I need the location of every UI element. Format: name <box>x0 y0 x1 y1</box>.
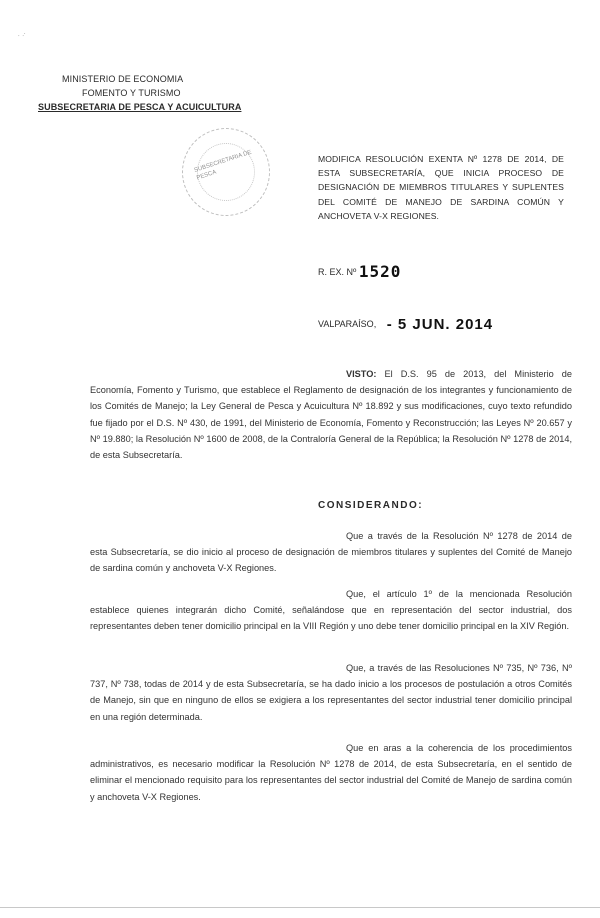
date-stamp: - 5 JUN. 2014 <box>386 316 494 333</box>
resolution-date <box>318 316 493 333</box>
ministry-header <box>38 72 242 114</box>
considerando-paragraph-2: Que, el artículo 1º de la mencionada Resolución establece quienes integrarán dicho Comité, señalándose que en representación del sector industrial, dos representantes deben tener domicilio principal en la VIII Región y uno debe tener domicilio principal en la XIV Región. <box>90 589 572 632</box>
scan-artifact: · .· <box>16 30 28 40</box>
considerando-paragraph-1: Que a través de la Resolución Nº 1278 de 2014 de esta Subsecretaría, se dio inicio al proceso de designación de miembros titulares y suplentes del Comité de Manejo de sardina común y anchoveta V-X Regiones. <box>90 531 572 574</box>
resolution-number-label: R. EX. Nº <box>318 267 357 277</box>
considerando-heading: CONSIDERANDO: <box>318 500 424 511</box>
seal-stamp-text: SUBSECRETARIA DE PESCA <box>193 149 253 182</box>
page-bottom-edge <box>0 907 600 908</box>
resolution-number-value: 1520 <box>358 262 402 281</box>
date-place: VALPARAÍSO, <box>318 319 377 329</box>
subsecretaria-line: SUBSECRETARIA DE PESCA Y ACUICULTURA <box>38 102 242 112</box>
visto-paragraph <box>90 366 572 463</box>
visto-lead: VISTO: <box>346 369 377 379</box>
ministry-line-1: MINISTERIO DE ECONOMIA <box>62 74 184 84</box>
visto-text: El D.S. 95 de 2013, del Ministerio de Economía, Fomento y Turismo, que establece el Reglamento de designación de los integrantes y funcionamiento de los Comités de Manejo; la Ley General de Pesca y Acuicultura Nº 18.892 y sus modificaciones, cuyo texto refundido fue fijado por el D.S. Nº 430, de 1991, del Ministerio de Economía, Fomento y Reconstrucción; las Leyes Nº 20.657 y Nº 19.880; la Resolución Nº 1600 de 2008, de la Contraloría General de la República; la Resolución Nº 1278 de 2014, de esta Subsecretaría. <box>90 369 572 461</box>
considerando-paragraph-4: Que en aras a la coherencia de los procedimientos administrativos, es necesario modificar la Resolución Nº 1278 de 2014, de esta Subsecretaría, en el sentido de eliminar el mencionado requisito para los representantes del sector industrial del Comité de Manejo de sardina común y anchoveta V-X Regiones. <box>90 743 572 802</box>
ministry-line-2: FOMENTO Y TURISMO <box>82 88 181 98</box>
considerando-paragraph-3: Que, a través de las Resoluciones Nº 735, Nº 736, Nº 737, Nº 738, todas de 2014 y de esta Subsecretaría, se ha dado inicio a los procesos de postulación a otros Comités de Manejo, sin que en ninguno de ellos se exigiera a los representantes del sector industrial tener domicilio principal en una región determinada. <box>90 663 572 722</box>
resolution-number <box>318 262 401 281</box>
resolution-subject: MODIFICA RESOLUCIÓN EXENTA Nº 1278 DE 2014, DE ESTA SUBSECRETARÍA, QUE INICIA PROCESO DE DESIGNACIÓN DE MIEMBROS TITULARES Y SUPLENTES DEL COMITÉ DE MANEJO DE SARDINA COMÚN Y ANCHOVETA V-X REGIONES. <box>318 154 564 221</box>
